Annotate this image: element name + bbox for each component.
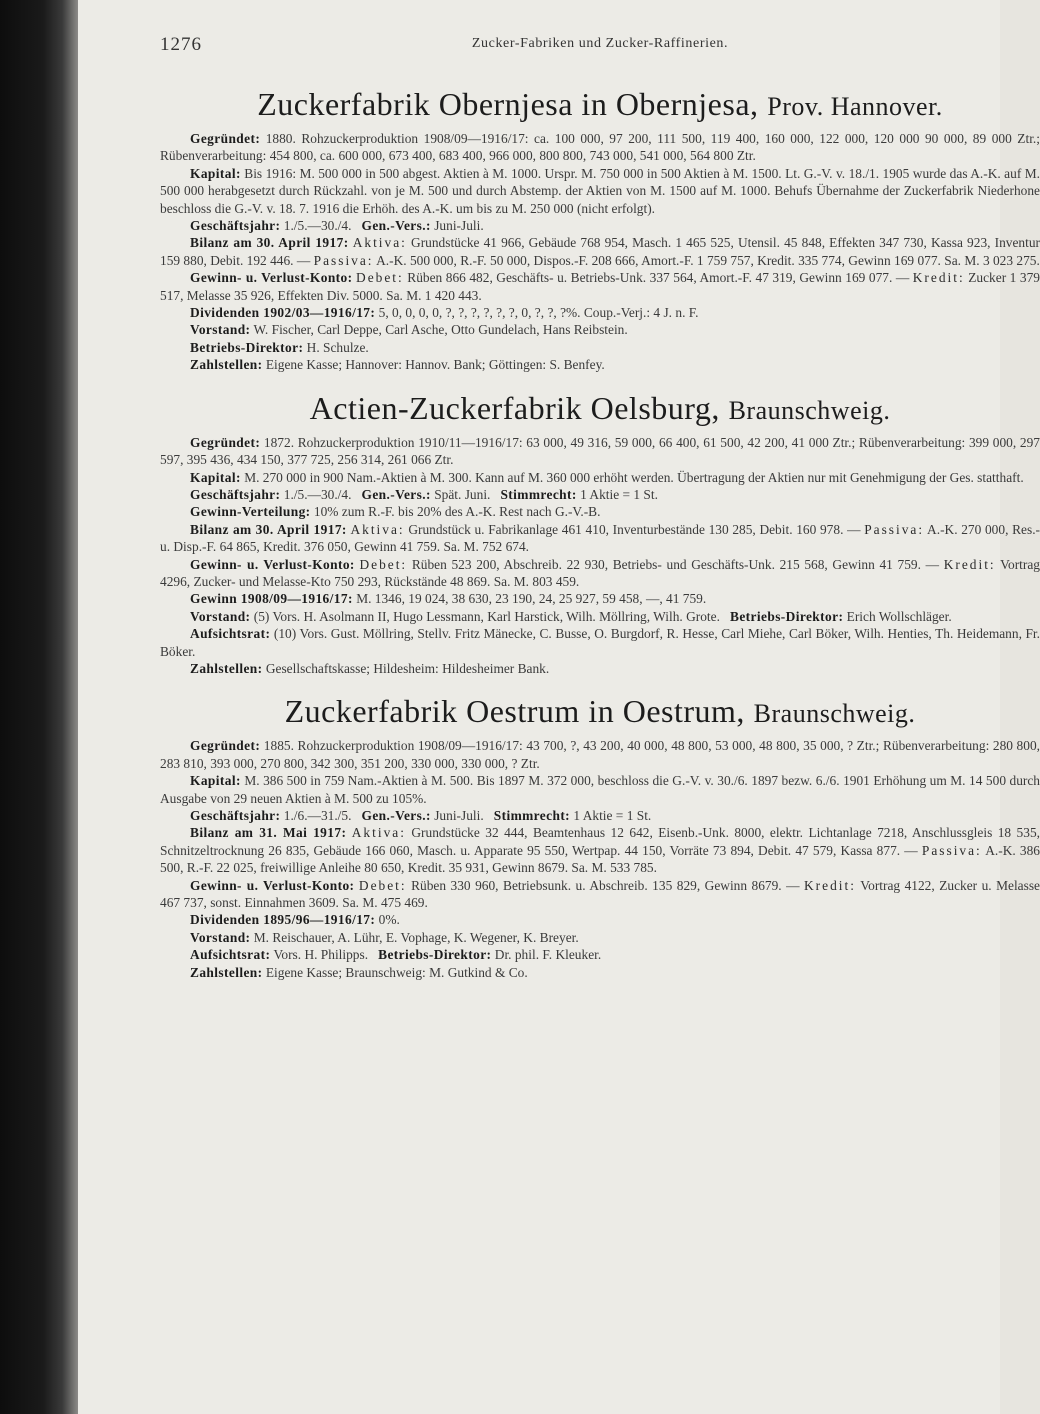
entry-text: (5) Vors. H. Asolmann II, Hugo Lessmann, Karl Harstick, Wilh. Möllring, Wilh. Grote. [253,608,720,624]
entry-text: 1885. Rohzuckerproduktion 1908/09—1916/17: 43 700, ?, 43 200, 40 000, 48 800, 53 000, 48 800, 35 000, ? Ztr.; Rübenverarbeitung: 280 800, 283 810, 393 000, 270 800, 342 300, 351 200, 330 000, 330 000, ? Ztr. [160,738,1040,771]
document-page [78,0,1040,1414]
company-entry-obernjesa [160,86,1040,374]
entry-balance-sheet [160,234,1040,269]
running-head [160,30,1040,62]
entry-text: (10) Vors. Gust. Möllring, Stellv. Fritz Mänecke, C. Busse, O. Burgdorf, R. Hesse, Carl Miehe, Carl Böker, Wilh. Henties, Th. Heidemann, Fr. Böker. [160,626,1040,659]
entry-text: Erich Wollschläger. [846,608,952,624]
entry-label: Geschäftsjahr: [190,486,281,502]
entry-label: Zahlstellen: [190,660,263,676]
entry-paying-agents [160,964,1040,981]
entry-text: 1./6.—31./5. [283,808,352,823]
entry-profit-loss [160,556,1040,591]
entry-sublabel: Kredit: [804,877,856,893]
entry-sublabel: Passiva: [313,252,374,268]
entry-text: Eigene Kasse; Braunschweig: M. Gutkind & Co. [265,964,528,980]
entry-sublabel: Debet: [359,556,408,572]
entry-label: Vorstand: [190,929,251,945]
entry-balance-sheet [160,824,1040,876]
entry-supervisory-board [160,946,1040,963]
entry-label: Bilanz am 31. Mai 1917: [190,825,347,841]
entry-label: Stimmrecht: [500,486,577,502]
entry-board [160,608,1040,625]
entry-label: Kapital: [190,469,241,485]
entry-label: Gewinn- u. Verlust-Konto: [190,270,353,286]
entry-text: A.-K. 270 000, Res.- u. Disp.-F. 64 865, Kredit. 376 050, Gewinn 41 759. Sa. M. 752 674. [160,521,1040,555]
entry-paying-agents [160,356,1040,373]
entry-text: Zucker 1 379 517, Melasse 35 926, Effekten Div. 5000. Sa. M. 1 420 443. [160,270,1040,303]
entry-text: 1 Aktie = 1 St. [580,486,658,502]
entry-text: 0%. [378,912,400,928]
entry-label: Dividenden 1902/03—1916/17: [190,305,376,321]
entry-capital [160,469,1040,486]
entry-dividends [160,911,1040,928]
entry-founded [160,737,1040,772]
entry-label: Gegründet: [190,434,261,450]
entry-label: Zahlstellen: [190,964,263,980]
company-region: Braunschweig. [728,395,891,425]
entry-label: Gegründet: [190,131,261,146]
entry-text: M. 270 000 in 900 Nam.-Aktien à M. 300. Kann auf M. 360 000 erhöht werden. Übertragung der Aktien nur mit Genehmigung der Ges. statthaft. [244,469,1024,485]
company-name: Actien-Zuckerfabrik Oelsburg, [309,389,720,426]
entry-text: W. Fischer, Carl Deppe, Carl Asche, Otto Gundelach, Hans Reibstein. [253,322,628,338]
entry-label: Betriebs-Direktor: [730,608,844,624]
entry-text: Grundstücke 32 444, Beamtenhaus 12 642, Eisenb.-Unk. 8000, elektr. Lichtanlage 7218, Anschlussgleis 18 535, Schnitzeltrocknung 26 835, Gebäude 166 060, Masch. u. Apparate 95 550, Wertpap. 44 150, Vorräte 73 894, Debit. 47 579, Kassa 877. — [160,825,1040,858]
entry-text: Rüben 866 482, Geschäfts- u. Betriebs-Unk. 337 564, Amort.-F. 47 319, Gewinn 169 077. — [407,270,910,286]
entry-sublabel: Debet: [358,877,407,893]
entry-text: Vortrag 4296, Zucker- und Melasse-Kto 750 293, Rückstände 48 869. Sa. M. 803 459. [160,556,1040,589]
entry-text: Rüben 523 200, Abschreib. 22 930, Betriebs- und Geschäfts-Unk. 215 568, Gewinn 41 759. — [411,556,940,572]
entry-board [160,929,1040,946]
entry-sublabel: Kredit: [943,556,996,572]
entry-board [160,321,1040,338]
page-number: 1276 [160,34,202,55]
entry-text: Spät. Juni. [434,486,491,502]
entry-label: Gen.-Vers.: [361,218,431,234]
entry-text: 10% zum R.-F. bis 20% des A.-K. Rest nach G.-V.-B. [313,504,601,520]
entry-paying-agents [160,660,1040,677]
entry-text: Bis 1916: M. 500 000 in 500 abgest. Aktien à M. 1000. Urspr. M. 750 000 in 500 Aktien à M. 1500. Lt. G.-V. v. 18./1. 1905 wurde das A.-K. auf M. 500 000 herabgesetzt durch Rückzahl. von je M. 500 und durch Abstemp. der Aktien von M. 1500 auf M. 1000. Behufs Übernahme der Zuckerfabrik Niederhone beschloss die G.-V. v. 18. 7. 1916 die Erhöh. des A.-K. um bis zu M. 250 000 (nicht erfolgt). [160,165,1040,216]
entry-text: A.-K. 500 000, R.-F. 50 000, Dispos.-F. 208 666, Amort.-F. 1 759 757, Kredit. 335 774, Gewinn 169 077. Sa. M. 3 023 275. [376,252,1040,268]
entry-text: 1 Aktie = 1 St. [573,808,652,823]
entry-text: Juni-Juli. [434,218,484,234]
entry-founded [160,130,1040,165]
entry-label: Geschäftsjahr: [190,218,281,234]
entry-label: Gewinn- u. Verlust-Konto: [190,877,355,893]
entry-label: Betriebs-Direktor: [190,339,304,355]
entry-text: Gesellschaftskasse; Hildesheim: Hildesheimer Bank. [265,660,550,676]
company-heading [160,86,1040,124]
entry-sublabel: Aktiva: [351,825,406,841]
entry-fiscal-year [160,486,1040,503]
entry-profit-loss [160,269,1040,304]
entry-sublabel: Passiva: [864,521,925,537]
entry-label: Gewinn-Verteilung: [190,504,311,520]
company-entry-oestrum [160,693,1040,981]
entry-label: Aufsichtsrat: [190,626,271,642]
entry-fiscal-year [160,807,1040,824]
entry-capital [160,772,1040,807]
entry-text: Grundstücke 41 966, Gebäude 768 954, Masch. 1 465 525, Utensil. 45 848, Effekten 347 730, Kassa 923, Inventur 159 880, Debit. 192 446. — [160,235,1040,268]
company-name: Zuckerfabrik Oestrum in Oestrum, [284,693,745,730]
entry-text: M. 1346, 19 024, 38 630, 23 190, 24, 25 927, 59 458, —, 41 759. [356,591,707,607]
entry-label: Vorstand: [190,322,251,338]
entry-sublabel: Aktiva: [350,521,405,537]
entry-text: Rüben 330 960, Betriebsunk. u. Abschreib. 135 829, Gewinn 8679. — [411,877,800,893]
entry-text: A.-K. 386 500, R.-F. 22 025, freiwillige Anleihe 80 650, Kredit. 35 931, Gewinn 8679. Sa. M. 533 785. [160,842,1040,876]
entry-label: Gen.-Vers.: [361,808,431,823]
entry-founded [160,434,1040,469]
entry-text: Eigene Kasse; Hannover: Hannov. Bank; Göttingen: S. Benfey. [265,357,605,373]
entry-label: Gen.-Vers.: [361,486,431,502]
entry-profit-loss [160,877,1040,912]
entry-text: 1./5.—30./4. [283,218,352,234]
entry-balance-sheet [160,521,1040,556]
entry-text: Dr. phil. F. Kleuker. [494,947,602,963]
entry-label: Bilanz am 30. April 1917: [190,235,349,251]
entry-sublabel: Passiva: [921,842,982,858]
entry-text: 1./5.—30./4. [283,486,352,502]
entry-text: M. 386 500 in 759 Nam.-Aktien à M. 500. Bis 1897 M. 372 000, beschloss die G.-V. v. 30./6. 1897 bezw. 6./6. 1901 Erhöhung um M. 14 500 durch Ausgabe von 29 neuen Aktien à M. 500 zu 105%. [160,773,1040,806]
entry-text: Vors. H. Philipps. [273,947,369,963]
company-heading [160,390,1040,428]
company-region: Braunschweig. [753,699,916,729]
entry-label: Vorstand: [190,608,251,624]
company-name: Zuckerfabrik Obernjesa in Obernjesa, [257,86,759,122]
entry-text: Vortrag 4122, Zucker u. Melasse 467 737, sonst. Einnahmen 3609. Sa. M. 475 469. [160,877,1040,911]
entry-label: Betriebs-Direktor: [378,947,492,963]
entry-label: Kapital: [190,165,241,181]
entry-text: M. Reischauer, A. Lühr, E. Vophage, K. Wegener, K. Breyer. [253,929,579,945]
entry-dividends [160,304,1040,321]
entry-sublabel: Kredit: [912,270,965,286]
entry-label: Stimmrecht: [493,808,571,823]
entry-text: Grundstück u. Fabrikanlage 461 410, Inventurbestände 130 285, Debit. 160 978. — [408,521,861,537]
entry-text: 1880. Rohzuckerproduktion 1908/09—1916/17: ca. 100 000, 97 200, 111 500, 119 400, 160 000, 122 000, 120 000 90 000, 89 000 Ztr.; Rübenverarbeitung: 454 800, ca. 600 000, 673 400, 683 400, 966 000, 800 800, 743 000, 541 000, 564 800 Ztr. [160,131,1040,164]
entry-supervisory-board [160,625,1040,660]
entry-sublabel: Aktiva: [352,235,407,251]
entry-label: Dividenden 1895/96—1916/17: [190,912,376,928]
entry-label: Bilanz am 30. April 1917: [190,521,347,537]
entry-label: Kapital: [190,773,241,789]
entry-profit-distribution [160,503,1040,520]
running-title: Zucker-Fabriken und Zucker-Raffinerien. [471,36,729,51]
entry-label: Zahlstellen: [190,357,263,373]
entry-label: Geschäftsjahr: [190,808,281,823]
company-heading [160,693,1040,731]
entry-profit-history [160,590,1040,607]
company-region: Prov. Hannover. [767,92,943,121]
entry-sublabel: Debet: [356,270,404,286]
entry-text: Juni-Juli. [434,808,484,823]
page-content [160,30,1040,981]
entry-label: Gegründet: [190,738,261,754]
entry-operations-director [160,339,1040,356]
entry-label: Aufsichtsrat: [190,947,271,963]
book-spine-shadow [0,0,78,1414]
entry-label: Gewinn- u. Verlust-Konto: [190,556,355,572]
entry-text: H. Schulze. [306,339,369,355]
entry-capital [160,165,1040,217]
entry-text: 1872. Rohzuckerproduktion 1910/11—1916/17: 63 000, 49 316, 59 000, 66 400, 61 500, 42 200, 41 000 Ztr.; Rübenverarbeitung: 399 000, 297 597, 395 436, 434 150, 377 725, 256 314, 261 066 Ztr. [160,434,1040,468]
entry-fiscal-year [160,217,1040,234]
entry-text: 5, 0, 0, 0, 0, ?, ?, ?, ?, ?, ?, 0, ?, ?, ?%. Coup.-Verj.: 4 J. n. F. [378,305,699,321]
entry-label: Gewinn 1908/09—1916/17: [190,591,353,607]
company-entry-oelsburg [160,390,1040,678]
